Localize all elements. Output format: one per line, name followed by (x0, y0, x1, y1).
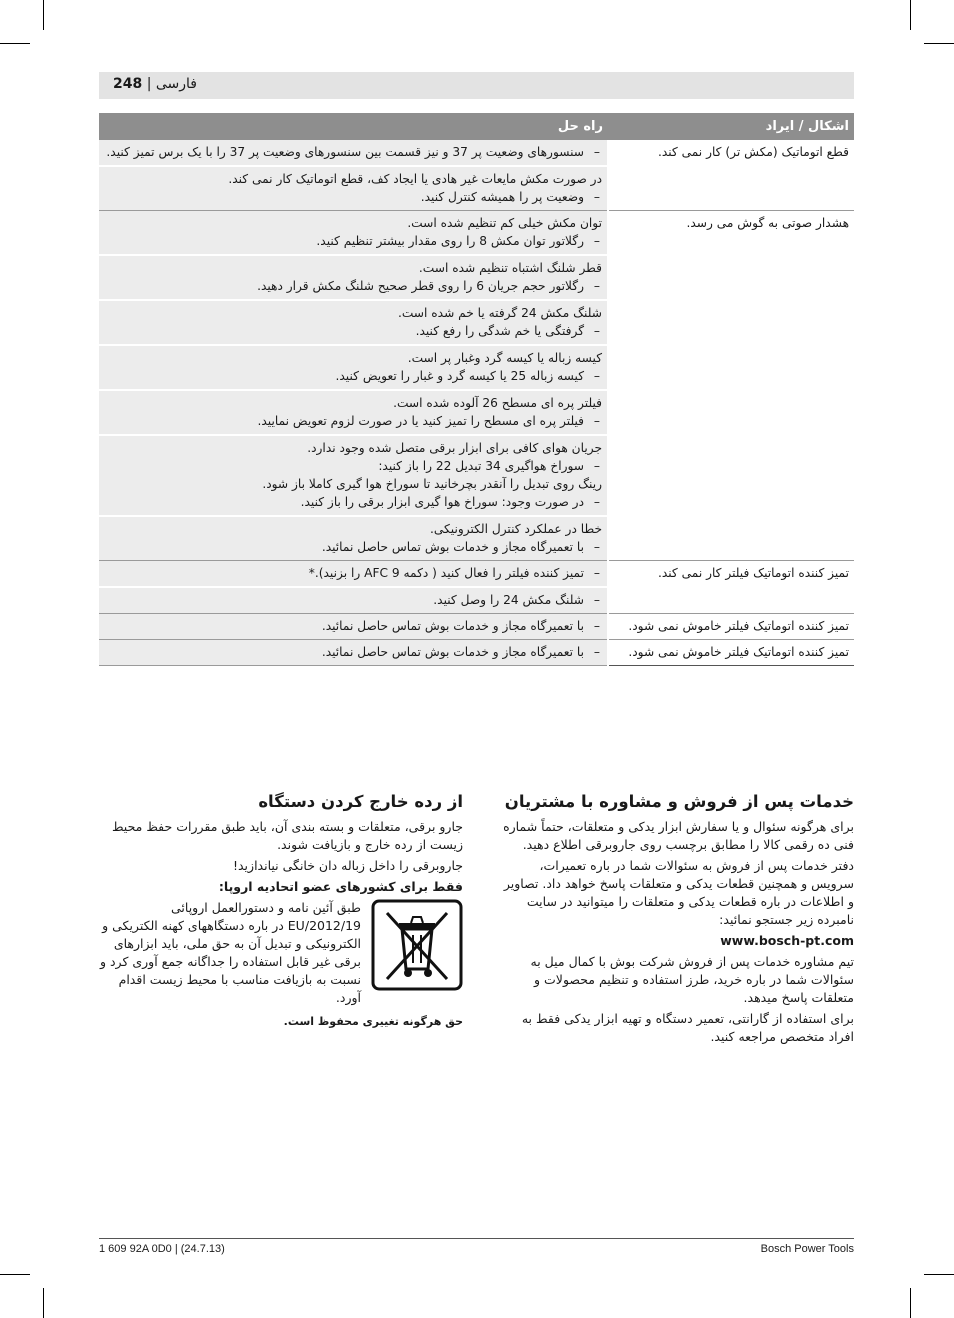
cause-text: در صورت مکش مایعات غیر هادی یا ایجاد کف، قطع اتوماتیک کار نمی کند. (228, 172, 602, 186)
remedy-step: – وضعیت پر را همیشه کنترل کنید. (104, 188, 602, 206)
remedy-cell (99, 345, 608, 390)
disposal-paragraph: جارو برقی، متعلقات و بسته بندی آن، باید طبق مقررات حفظ محیط زیست از رده خارج و بازیافت شوند. (111, 819, 463, 852)
remedy-cell (99, 614, 608, 640)
crop-mark (43, 0, 44, 30)
cause-text: قطر شلنگ اشتباه تنظیم شده است. (418, 261, 602, 275)
crop-mark (910, 1288, 911, 1318)
service-paragraph: برای هرگونه سئوال و یا سفارش ابزار یدکی و متعلقات، حتماً شماره فنی ده رقمی کالا را مطابق برچسب روی جاروبرقی اطلاع دهید. (503, 819, 854, 852)
remedy-step: – در صورت وجود: سوراخ هوا گیری ابزار برقی را باز کنید. (104, 493, 602, 511)
remedy-cell (99, 435, 608, 516)
remedy-step: – گرفتگی یا خم شدگی را رفع کنید. (104, 322, 602, 340)
column-header-problem: اشکال / ایراد (608, 113, 854, 140)
page-number: 248 (113, 76, 143, 92)
footer-part-number: 1 609 92A 0D0 | (24.7.13) (99, 1243, 225, 1255)
remedy-step: – رگلاتور توان مکش 8 را روی مقدار بیشتر تنظیم کنید. (104, 232, 602, 250)
remedy-step: – کیسه زباله 25 یا کیسه گرد و غبار را تعویض کنید. (104, 367, 602, 385)
table-row (99, 561, 854, 588)
problem-cell: تمیز کننده اتوماتیک فیلتر خاموش نمی شود. (608, 614, 854, 640)
troubleshooting-table (99, 113, 854, 666)
remedy-step: – تمیز کننده فیلتر را فعال کنید ( دکمه 9 AFC را بزنید).* (104, 564, 602, 582)
crop-mark (924, 43, 954, 44)
footer-brand: Bosch Power Tools (760, 1243, 854, 1255)
disposal-section (99, 790, 463, 1034)
remedy-cell (99, 640, 608, 666)
service-heading: خدمات پس از فروش و مشاوره با مشتریان (504, 792, 854, 811)
remedy-cell (99, 390, 608, 435)
service-paragraph: تیم مشاوره خدمات پس از فروش شرکت بوش با کمال میل به سئوالات شما در باره خرید، طرز استفاده و تنظیم محصولات و متعلقات پاسخ میدهد. (530, 954, 854, 1005)
remedy-cell (99, 166, 608, 211)
problem-cell: قطع اتوماتیک (مکش تر) کار نمی کند. (608, 140, 854, 211)
cause-text: جریان هوای کافی برای ابزار برقی متصل شده وجود ندارد. (307, 441, 602, 455)
cause-text: توان مکش خیلی کم تنظیم شده است. (407, 216, 602, 230)
remedy-cell (99, 587, 608, 614)
service-paragraph: دفتر خدمات پس از فروش به سئوالات شما در باره تعمیرات، سرویس و همچنین قطعات یدکی و متعلقات پاسخ خواهد داد. تصاویر و اطلاعات در باره قطعات یدکی و متعلقات را میتوانید در سایت نامبرده زیر جستجو نمائید: (503, 858, 854, 927)
page-footer (99, 1238, 854, 1255)
header-separator: | (146, 76, 152, 92)
remedy-cell (99, 561, 608, 588)
table-row (99, 211, 854, 256)
remedy-cell (99, 300, 608, 345)
header-language: فارسی (155, 76, 197, 92)
table-row (99, 140, 854, 166)
cause-text: شلنگ مکش 24 گرفته یا خم شده است. (397, 306, 602, 320)
disposal-heading: از رده خارج کردن دستگاه (258, 792, 463, 811)
table-row (99, 640, 854, 666)
cause-text: فیلتر پره ای مسطح 26 آلوده شده است. (393, 396, 602, 410)
remedy-cell (99, 140, 608, 166)
remedy-step: – با تعمیرگاه مجاز و خدمات بوش تماس حاصل نمائید. (104, 538, 602, 556)
table-row (99, 614, 854, 640)
service-section (500, 790, 854, 1049)
remedy-cell (99, 516, 608, 561)
remedy-step: – شلنگ مکش 24 را وصل کنید. (104, 591, 602, 609)
problem-cell: تمیز کننده اتوماتیک فیلتر کار نمی کند. (608, 561, 854, 614)
remedy-step: – سنسورهای وضعیت پر 37 و نیز قسمت بین سنسورهای وضعیت پر 37 را با یک برس تمیز کنید. (104, 143, 602, 161)
eu-directive-text: طبق آئین نامه و دستورالعمل اروپائی 2012/19/EU در باره دستگاههای کهنه الکتریکی و الکترونیکی و تبدیل آن به حق ملی، باید ابزارهای برقی غیر قابل استفاده را جداگانه جمع آوری کرد و نسبت به بازیافت مناسب با محیط زیست اقدام آورد. (99, 900, 361, 1005)
rights-note: حق هرگونه تغییری محفوظ است. (283, 1015, 463, 1028)
crossed-out-wheelie-bin-icon (371, 899, 463, 991)
cause-text: خطا در عملکرد کنترل الکترونیکی. (430, 522, 602, 536)
remedy-step: – سوراخ هواگیری 34 تبدیل 22 را باز کنید: (104, 457, 602, 475)
crop-mark (910, 0, 911, 30)
disposal-paragraph: جاروبرقی را داخل زباله دان خانگی نیاندازید! (232, 858, 463, 873)
problem-cell: هشدار صوتی به گوش می رسد. (608, 211, 854, 561)
cause-text: رینگ روی تبدیل را آنقدر بچرخانید تا سوراخ هوا گیری کاملا باز شود. (262, 477, 602, 491)
service-paragraph: برای استفاده از گارانتی، تعمیر دستگاه و تهیه ابزار یدکی فقط به افراد متخصص مراجعه کنید. (521, 1011, 854, 1044)
column-header-remedy: راه حل (99, 113, 608, 140)
eu-heading: فقط برای کشورهای عضو اتحادیه اروپا: (218, 879, 463, 894)
remedy-step: – رگلاتور حجم جریان 6 را روی قطر صحیح شلنگ مکش قرار دهید. (104, 277, 602, 295)
remedy-cell (99, 255, 608, 300)
cause-text: کیسه زباله یا کیسه گرد وغبار پر است. (407, 351, 602, 365)
crop-mark (43, 1288, 44, 1318)
crop-mark (0, 43, 30, 44)
bosch-website-link[interactable]: www.bosch-pt.com (720, 933, 854, 948)
remedy-step: – با تعمیرگاه مجاز و خدمات بوش تماس حاصل نمائید. (104, 617, 602, 635)
problem-cell: تمیز کننده اتوماتیک فیلتر خاموش نمی شود. (608, 640, 854, 666)
remedy-cell (99, 211, 608, 256)
crop-mark (0, 1274, 30, 1275)
crop-mark (924, 1274, 954, 1275)
remedy-step: – فیلتر پره ای مسطح را تمیز کنید یا در صورت لزوم تعویض نمایید. (104, 412, 602, 430)
remedy-step: – با تعمیرگاه مجاز و خدمات بوش تماس حاصل نمائید. (104, 643, 602, 661)
page-header (99, 72, 854, 99)
